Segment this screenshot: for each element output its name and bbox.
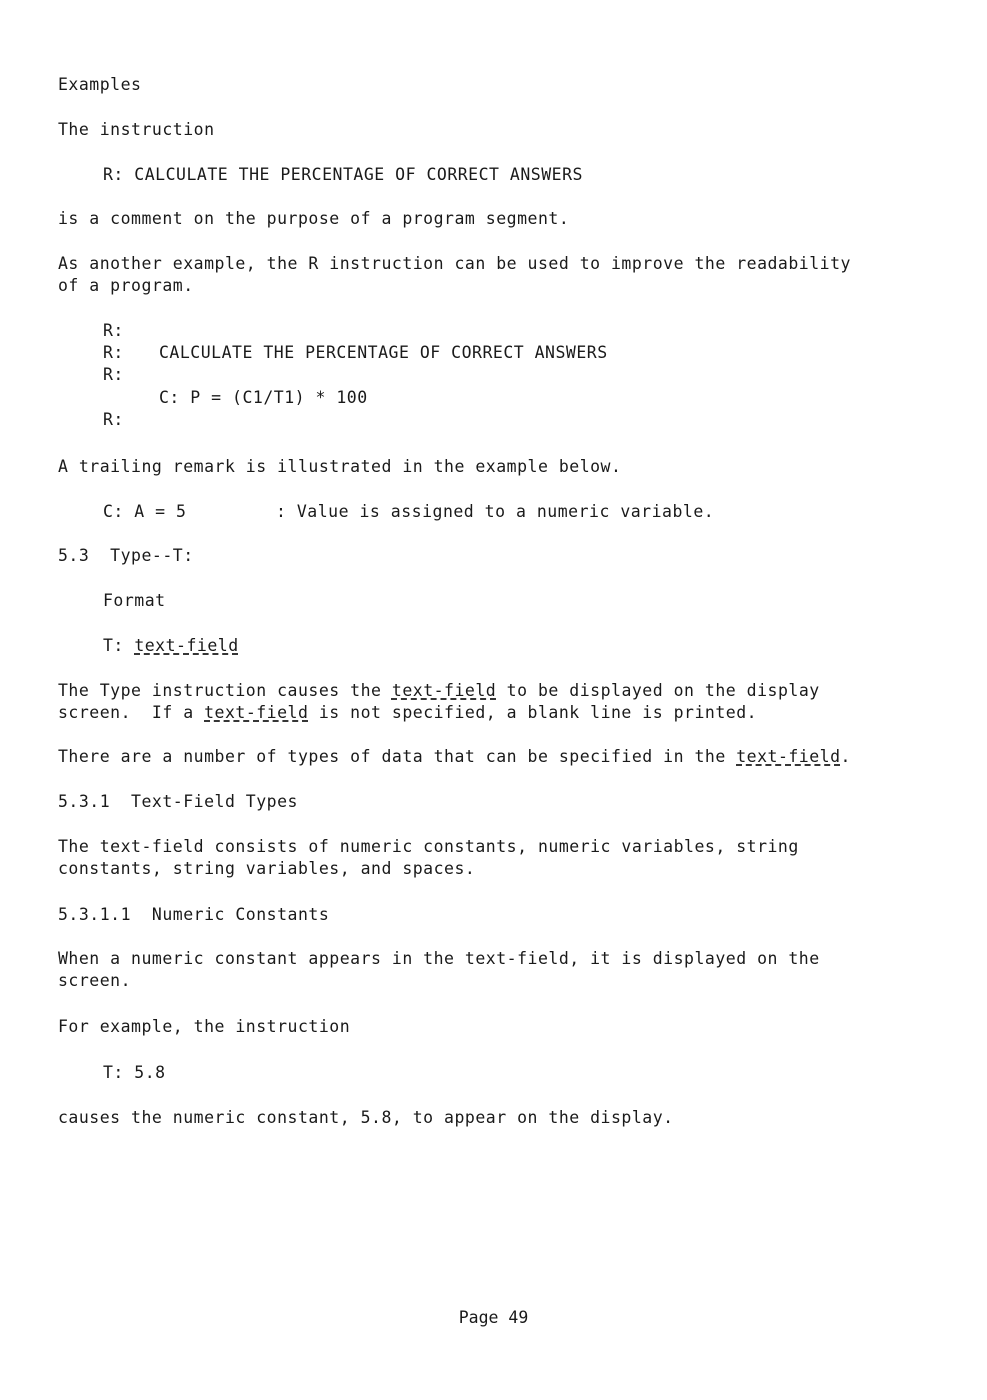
text-run: is not specified, a blank line is printed. (308, 703, 758, 722)
code-line: R: (103, 321, 124, 340)
paragraph-text: screen. (58, 971, 132, 990)
code-line: R: (103, 410, 124, 429)
paragraph-text (58, 680, 820, 702)
code-line: C: P = (C1/T1) * 100 (159, 388, 368, 407)
paragraph-text (58, 702, 757, 724)
examples-heading: Examples (58, 75, 142, 94)
paragraph-text: of a program. (58, 276, 194, 295)
text-run: screen. If a (58, 703, 205, 722)
paragraph-text: For example, the instruction (58, 1017, 351, 1036)
code-line: R: CALCULATE THE PERCENTAGE OF CORRECT ANSWERS (103, 165, 583, 184)
paragraph-text (58, 746, 851, 768)
code-line: R: (103, 343, 124, 362)
text-field-term: text-field (736, 747, 841, 766)
text-field-term: text-field (391, 681, 497, 700)
code-line: C: A = 5 (103, 502, 187, 521)
paragraph-text: A trailing remark is illustrated in the example below. (58, 457, 622, 476)
code-line: R: (103, 365, 124, 384)
format-label: Format (103, 591, 166, 610)
format-line (103, 635, 239, 657)
text-run: . (840, 747, 851, 766)
text-run: There are a number of types of data that can be specified in the (58, 747, 737, 766)
paragraph-text: The text-field consists of numeric constants, numeric variables, string (58, 837, 799, 856)
text-field-term: text-field (204, 703, 309, 722)
code-line: CALCULATE THE PERCENTAGE OF CORRECT ANSWERS (159, 343, 608, 362)
section-heading: 5.3.1.1 Numeric Constants (58, 905, 330, 924)
section-heading: 5.3.1 Text-Field Types (58, 792, 298, 811)
code-line: T: 5.8 (103, 1063, 166, 1082)
paragraph-text: When a numeric constant appears in the text-field, it is displayed on the (58, 949, 820, 968)
paragraph-text: is a comment on the purpose of a program segment. (58, 209, 570, 228)
format-prefix: T: (103, 636, 135, 655)
page-number: Page 49 (458, 1308, 529, 1327)
section-heading: 5.3 Type--T: (58, 546, 194, 565)
paragraph-text: constants, string variables, and spaces. (58, 859, 476, 878)
trailing-remark: : Value is assigned to a numeric variable. (276, 502, 715, 521)
paragraph-text: The instruction (58, 120, 215, 139)
paragraph-text: As another example, the R instruction can be used to improve the readability (58, 254, 851, 273)
text-run: to be displayed on the display (496, 681, 820, 700)
format-field: text-field (134, 636, 239, 655)
paragraph-text: causes the numeric constant, 5.8, to appear on the display. (58, 1108, 674, 1127)
text-run: The Type instruction causes the (58, 681, 392, 700)
